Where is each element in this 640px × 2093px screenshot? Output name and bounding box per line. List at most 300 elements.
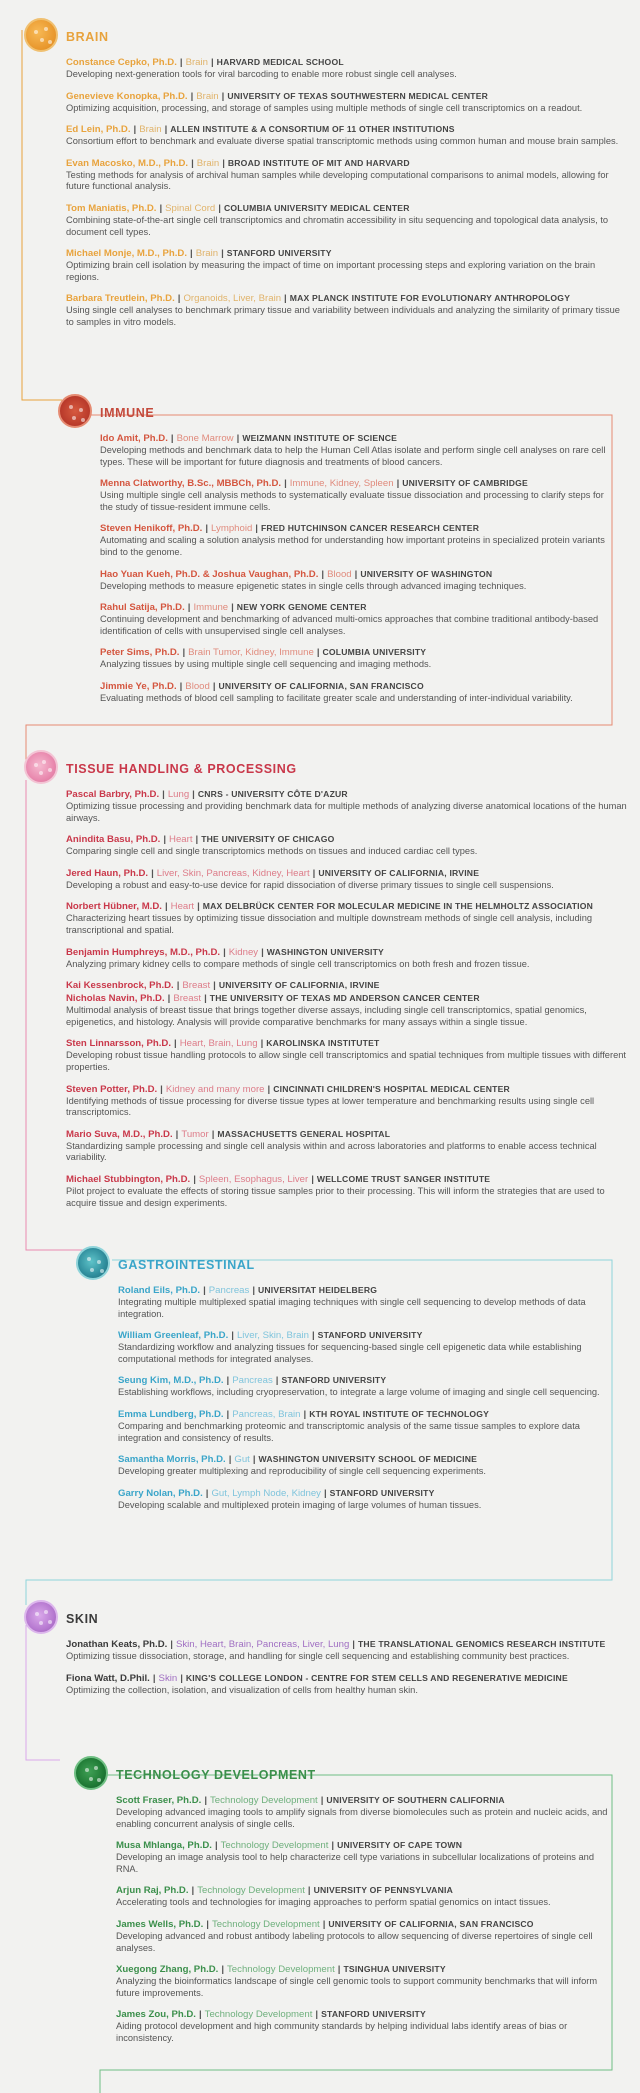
project-description: Analyzing the bioinformatics landscape of single cell genomic tools to support community benchmarks that will inform future improvements. [116,1976,598,1998]
grantee-name: Steven Potter, Ph.D. [66,1083,158,1095]
divider: | [174,1038,177,1050]
project-description: Comparing single cell and single transcriptomics methods on tissues and induced cardiac cell types. [66,846,478,857]
grantee-entry [116,1794,608,1830]
divider: | [236,433,240,444]
divider: | [151,867,154,879]
divider: | [312,867,316,879]
project-description: Testing methods for analysis of archival human samples while developing computational comparisons to animal models, allowing for future functional analysis. [66,169,609,192]
project-description: Developing advanced imaging tools to amplify signals from diverse biomolecules such as protein and nucleic acids, and enabling concurrent analysis of single cells. [116,1807,608,1829]
divider: | [212,680,216,692]
grantee-name: Musa Mhlanga, Ph.D. [116,1840,212,1852]
section-header [100,400,610,432]
grantee-name: Nicholas Navin, Ph.D. [66,993,165,1005]
tissue-label: Blood [185,680,210,692]
divider: | [260,1038,264,1050]
divider: | [210,57,214,68]
divider: | [284,293,287,305]
divider: | [163,834,167,846]
tissue-label: Bone Marrow [176,433,234,444]
institution-label: UNIVERSITY OF CAMBRIDGE [402,478,528,489]
entry-heading [116,1839,608,1852]
tissue-label: Pancreas, Brain [232,1408,301,1420]
grantee-name: Constance Cepko, Ph.D. [66,57,177,68]
divider: | [175,1128,179,1140]
project-description: Continuing development and benchmarking of advanced multi-omics approaches that combine traditional antibody-based identification of cells with unsupervised single cell analyses. [100,614,599,636]
skin-cell-icon [24,1600,58,1634]
project-description: Integrating multiple multiplexed spatial imaging techniques with single cell sequencing to develop methods of data integration. [118,1297,586,1319]
institution-label: THE UNIVERSITY OF TEXAS MD ANDERSON CANCER CENTER [209,993,480,1004]
tissue-label: Gut [234,1454,250,1466]
divider: | [205,523,209,535]
entry-heading [116,1884,608,1897]
divider: | [190,248,193,260]
divider: | [164,124,168,136]
project-description: Developing next-generation tools for viral barcoding to enable more robust single cell analyses. [66,69,457,79]
grantee-name: Menna Clatworthy, B.Sc., MBBCh, Ph.D. [100,478,282,490]
entry-heading [118,1408,608,1421]
institution-label: UNIVERSITY OF SOUTHERN CALIFORNIA [326,1795,505,1805]
institution-label: WEIZMANN INSTITUTE OF SCIENCE [242,433,398,443]
divider: | [159,202,163,214]
divider: | [331,1840,335,1852]
grantee-entry [100,601,610,637]
grantee-name: Benjamin Humphreys, M.D., Ph.D. [66,946,221,958]
project-description: Combining state-of-the-art single cell transcriptomics and chromatin accessibility in situ sequencing and topological data analysis, to document cell types. [66,214,609,237]
entry-heading [66,90,626,103]
divider: | [205,1487,209,1499]
divider: | [180,1672,183,1684]
entry-heading [100,646,610,659]
grantee-name: Hao Yuan Kueh, Ph.D. & Joshua Vaughan, Ph.D. [100,568,319,580]
institution-label: UNIVERSITY OF CALIFORNIA, SAN FRANCISCO [328,1918,534,1929]
grantee-entry [66,1173,631,1209]
entry-heading [116,2008,608,2021]
connector-skin [26,1625,60,1760]
entry-heading [66,992,631,1005]
tissue-label: Immune, Kidney, Spleen [289,478,394,490]
entry-heading [66,1638,631,1651]
institution-label: WELLCOME TRUST SANGER INSTITUTE [316,1173,491,1184]
divider: | [187,602,191,614]
entry-heading [66,157,626,170]
tissue-label: Brain [196,157,220,169]
divider: | [320,1795,324,1806]
institution-label: KAROLINSKA INSTITUTET [266,1038,380,1049]
entry-heading [66,867,631,880]
divider: | [193,1173,196,1185]
entry-heading [100,477,610,490]
institution-label: HARVARD MEDICAL SCHOOL [216,57,344,67]
divider: | [214,1840,218,1852]
project-description: Developing an image analysis tool to help characterize cell type variations in subcellular localizations of proteins and RNA. [116,1852,595,1874]
grantee-entry [66,833,631,858]
grantee-name: Tom Maniatis, Ph.D. [66,202,157,214]
entry-heading [66,1173,631,1186]
institution-label: UNIVERSITY OF CAPE TOWN [337,1840,463,1851]
section-immune [100,400,610,714]
tissue-label: Technology Development [210,1795,318,1806]
section-title: IMMUNE [100,406,155,420]
entry-heading [100,522,610,535]
institution-label: CNRS - UNIVERSITY CÔTE D'AZUR [197,789,348,799]
grantee-entry [118,1284,608,1320]
project-description: Standardizing workflow and analyzing tissues for sequencing-based single cell epigenetic data while establishing computational methods for integrated analyses. [118,1342,582,1364]
grantee-name: Genevieve Konopka, Ph.D. [66,90,188,102]
institution-label: STANFORD UNIVERSITY [281,1375,387,1386]
divider: | [191,1885,195,1897]
project-description: Developing advanced and robust antibody labeling protocols to allow sequencing of diverse repertoires of single cell analyses. [116,1930,593,1953]
entry-list [100,432,610,705]
entry-heading [118,1329,608,1342]
divider: | [179,680,183,692]
grantee-entry [66,946,631,971]
tissue-cell-icon [24,750,58,784]
tissue-label: Technology Development [227,1964,335,1976]
divider: | [206,1918,209,1930]
tissue-label: Blood [327,568,352,580]
project-description: Comparing and benchmarking proteomic and transcriptomic analysis of the same tissue samples to explore data integration and consistency of results. [118,1420,580,1443]
divider: | [275,1375,279,1387]
project-description: Developing a robust and easy-to-use device for rapid dissociation of diverse primary tissues to single cell suspensions. [66,879,554,890]
grantee-entry [118,1408,608,1444]
project-description: Using multiple single cell analysis methods to systematically evaluate tissue dissociation and processing to clarify steps for the study of tissue-resident immune cells. [100,490,604,512]
institution-label: COLUMBIA UNIVERSITY MEDICAL CENTER [223,202,410,213]
grantee-name: Pascal Barbry, Ph.D. [66,789,160,800]
entry-heading [66,1128,631,1141]
tissue-label: Heart [170,901,195,913]
grantee-name: Samantha Morris, Ph.D. [118,1454,226,1466]
divider: | [133,124,137,136]
grantee-name: Anindita Basu, Ph.D. [66,834,161,846]
grantee-entry [66,1672,631,1697]
tissue-label: Breast [182,980,211,992]
grantee-name: Evan Macosko, M.D., Ph.D. [66,157,189,169]
divider: | [396,478,400,490]
divider: | [190,90,194,102]
institution-label: ALLEN INSTITUTE & A CONSORTIUM OF 11 OTHER INSTITUTIONS [170,124,455,135]
project-description: Accelerating tools and technologies for imaging approaches to perform spatial genomics on intact tissues. [116,1897,551,1908]
entry-heading [116,1963,608,1976]
grantee-name: Steven Henikoff, Ph.D. [100,523,203,535]
grantee-name: Emma Lundberg, Ph.D. [118,1408,224,1420]
grantee-name: Mario Suva, M.D., Ph.D. [66,1128,173,1140]
technology-cell-icon [74,1756,108,1790]
project-description: Developing robust tissue handling protocols to allow single cell transcriptomics and spatial techniques from multiple tissues with different properties. [66,1050,626,1072]
entry-list [118,1284,608,1511]
entry-heading [100,432,610,445]
grantee-entry [100,568,610,593]
project-description: Analyzing primary kidney cells to compare methods of single cell transcriptomics on both fresh and frozen tissue. [66,958,530,969]
institution-label: WASHINGTON UNIVERSITY [266,946,384,957]
grantee-name: Rahul Satija, Ph.D. [100,602,185,614]
divider: | [322,1918,326,1930]
project-description: Characterizing heart tissues by optimizing tissue dissociation and multiple downstream methods of single cell analysis, including transcriptional and spatial. [66,913,593,935]
tissue-label: Heart, Brain, Lung [179,1038,258,1050]
divider: | [197,901,200,913]
grantee-name: James Zou, Ph.D. [116,2009,196,2021]
entry-heading [66,900,631,913]
project-description: Using single cell analyses to benchmark primary tissue and variability between individuals and analyzing the similarity of primary tissue to samples in vitro models. [66,305,620,327]
divider: | [221,1964,225,1976]
brain-cell-icon [24,18,58,52]
divider: | [152,1672,156,1684]
immune-cell-icon [58,394,92,428]
project-description: Identifying methods of tissue processing for diverse tissue types at lower temperature and benchmarking results using single cell transcriptomics. [66,1095,595,1118]
grantee-entry [116,1918,608,1954]
tissue-label: Skin, Heart, Brain, Pancreas, Liver, Lung [175,1639,350,1650]
section-title: SKIN [66,1612,99,1626]
grantee-name: Seung Kim, M.D., Ph.D. [118,1375,224,1387]
grantee-entry [66,292,626,328]
divider: | [354,568,358,580]
institution-label: KING'S COLLEGE LONDON - CENTRE FOR STEM CELLS AND REGENERATIVE MEDICINE [185,1672,568,1683]
tissue-label: Brain [196,90,219,102]
divider: | [182,647,186,659]
grantee-name: Scott Fraser, Ph.D. [116,1795,202,1806]
entry-heading [118,1453,608,1466]
institution-label: TSINGHUA UNIVERSITY [343,1964,446,1975]
institution-label: THE TRANSLATIONAL GENOMICS RESEARCH INSTITUTE [357,1639,606,1649]
grantee-entry [116,1884,608,1909]
entry-heading [116,1918,608,1931]
grantee-name: Peter Sims, Ph.D. [100,647,180,659]
grantee-entry [100,680,610,705]
divider: | [179,57,183,68]
grantee-entry [100,477,610,513]
tissue-label: Gut, Lymph Node, Kidney [211,1487,321,1499]
grantee-entry [66,867,631,892]
tissue-label: Tumor [181,1128,209,1140]
entry-heading [100,568,610,581]
entry-heading [118,1374,608,1387]
grantee-name: William Greenleaf, Ph.D. [118,1330,229,1342]
entry-heading [66,202,626,215]
divider: | [204,1795,207,1806]
grantee-entry [66,202,626,238]
section-gastrointestinal [118,1252,608,1520]
tissue-label: Technology Development [197,1885,305,1897]
institution-label: BROAD INSTITUTE OF MIT AND HARVARD [227,157,410,168]
grantee-entry [116,1963,608,1999]
entry-heading [100,680,610,693]
grantee-name: Fiona Watt, D.Phil. [66,1672,150,1684]
divider: | [198,2009,202,2021]
grantee-name: Barbara Treutlein, Ph.D. [66,293,175,305]
grantee-name: James Wells, Ph.D. [116,1918,204,1930]
divider: | [228,1454,232,1466]
divider: | [321,568,325,580]
grantee-name: Kai Kessenbrock, Ph.D. [66,980,174,992]
institution-label: MAX PLANCK INSTITUTE FOR EVOLUTIONARY ANTHROPOLOGY [289,293,571,304]
project-description: Developing methods and benchmark data to help the Human Cell Atlas isolate and perform single cell analyses on rare cell types. These will be important for future diagnosis and treatments of blood cancers. [100,445,606,467]
divider: | [255,523,258,535]
divider: | [231,602,234,614]
divider: | [316,647,320,659]
divider: | [160,1083,163,1095]
gi-cell-icon [76,1246,110,1280]
entry-heading [66,1083,631,1096]
entry-heading [118,1284,608,1297]
tissue-label: Kidney and many more [165,1083,265,1095]
institution-label: UNIVERSITY OF WASHINGTON [360,568,493,579]
divider: | [204,993,207,1005]
divider: | [337,1964,341,1976]
divider: | [213,980,216,992]
divider: | [222,157,225,169]
institution-label: MASSACHUSETTS GENERAL HOSPITAL [217,1128,391,1139]
tissue-label: Technology Development [204,2009,313,2021]
project-description: Automating and scaling a solution analysis method for understanding how important proteins in specialized protein variants bind to the genome. [100,535,605,557]
grantee-name: Arjun Raj, Ph.D. [116,1885,189,1897]
grantee-entry [66,157,626,193]
section-header [66,756,631,788]
section-title: TISSUE HANDLING & PROCESSING [66,762,297,776]
entry-list [66,788,631,1209]
project-description: Pilot project to evaluate the effects of storing tissue samples prior to their processing. This will inform the strategies that are used to acquire tissue and design experiments. [66,1185,605,1208]
divider: | [191,157,194,169]
project-description: Standardizing sample processing and single cell analysis within and across laboratories and platforms to enable access technical variability. [66,1140,597,1163]
divider: | [226,1408,230,1420]
divider: | [170,1639,173,1650]
entry-list [66,1638,631,1696]
divider: | [221,90,225,102]
grantee-name: Xuegong Zhang, Ph.D. [116,1964,219,1976]
entry-heading [66,833,631,846]
grantee-entry [66,900,631,936]
project-description: Aiding protocol development and high community standards by helping individual labs identify areas of bias or inconsistency. [116,2021,568,2043]
project-description: Optimizing tissue processing and providing benchmark data for multiple methods of analyzing diverse anatomical locations of the human airways. [66,801,627,823]
divider: | [162,789,165,800]
institution-label: UNIVERSITY OF CALIFORNIA, IRVINE [218,980,380,991]
divider: | [284,478,287,490]
grantee-entry [66,90,626,115]
divider: | [261,946,264,958]
divider: | [267,1083,271,1095]
section-tissue-handling [66,756,631,1218]
entry-heading [66,1672,631,1685]
institution-label: COLUMBIA UNIVERSITY [322,647,427,658]
divider: | [315,2009,319,2021]
grantee-name: Norbert Hübner, M.D. [66,901,162,913]
divider: | [231,1330,234,1342]
grantee-entry [100,432,610,468]
project-description: Optimizing acquisition, processing, and storage of samples using multiple methods of single cell transcriptomics on a readout. [66,102,583,113]
institution-label: STANFORD UNIVERSITY [317,1330,423,1341]
entry-heading [66,123,626,136]
grantee-entry [66,1128,631,1164]
entry-heading [66,946,631,959]
tissue-label: Pancreas [208,1285,250,1296]
grantee-name: Michael Monje, M.D., Ph.D. [66,248,187,260]
tissue-label: Brain [185,57,208,68]
tissue-label: Immune [193,602,229,614]
tissue-label: Breast [173,993,202,1005]
entry-heading [118,1487,608,1500]
entry-list [66,56,626,329]
section-header [118,1252,608,1284]
grantee-entry [100,522,610,558]
grantee-entry [66,1037,631,1073]
institution-label: UNIVERSITY OF PENNSYLVANIA [313,1885,453,1896]
grantee-name: Jonathan Keats, Ph.D. [66,1639,168,1650]
section-title: BRAIN [66,30,109,44]
grantee-name: Sten Linnarsson, Ph.D. [66,1038,172,1050]
divider: | [170,433,174,444]
grantee-name: Jered Haun, Ph.D. [66,867,149,879]
section-header [66,24,626,56]
entry-heading [116,1794,608,1807]
tissue-label: Brain [139,124,162,136]
divider: | [177,293,181,305]
institution-label: NEW YORK GENOME CENTER [236,602,367,613]
divider: | [203,1285,206,1296]
tissue-label: Liver, Skin, Brain [236,1330,309,1342]
institution-label: MAX DELBRÜCK CENTER FOR MOLECULAR MEDICINE IN THE HELMHOLTZ ASSOCIATION [202,901,594,912]
grantee-entry [100,646,610,671]
grantee-name: Roland Eils, Ph.D. [118,1285,201,1296]
section-header [116,1762,608,1794]
tissue-label: Spleen, Esophagus, Liver [198,1173,309,1185]
tissue-label: Heart [169,834,193,846]
section-skin [66,1606,631,1705]
project-description: Developing methods to measure epigenetic states in single cells through advanced imaging techniques. [100,580,527,591]
entry-heading [66,56,626,69]
connector-brain [22,30,62,400]
project-description: Optimizing brain cell isolation by measuring the impact of time on important processing steps and exploring variation on the brain regions. [66,260,596,282]
project-description: Evaluating methods of blood cell sampling to facilitate greater scale and understanding of inter-individual variability. [100,692,573,703]
grantee-entry [118,1487,608,1512]
tissue-label: Technology Development [211,1918,320,1930]
tissue-label: Brain [195,248,219,260]
divider: | [311,1173,314,1185]
divider: | [303,1408,307,1420]
tissue-label: Lymphoid [211,523,253,535]
divider: | [218,202,221,214]
grantee-name: Ed Lein, Ph.D. [66,124,131,136]
tissue-label: Lung [167,789,190,800]
project-description: Optimizing the collection, isolation, and visualization of cells from healthy human skin. [66,1684,418,1695]
tissue-label: Skin [158,1672,178,1684]
entry-heading [66,979,631,992]
divider: | [176,980,180,992]
institution-label: THE UNIVERSITY OF CHICAGO [201,834,335,845]
tissue-label: Spinal Cord [165,202,216,214]
grantee-entry [66,123,626,148]
institution-label: UNIVERSITAT HEIDELBERG [258,1285,378,1295]
institution-label: UNIVERSITY OF CALIFORNIA, SAN FRANCISCO [218,680,424,691]
divider: | [211,1128,215,1140]
grantee-entry [66,788,631,824]
project-description: Establishing workflows, including cryopreservation, to integrate a large volume of imaging and single cell sequencing. [118,1387,600,1398]
institution-label: CINCINNATI CHILDREN'S HOSPITAL MEDICAL CENTER [273,1083,510,1094]
grantee-name: Garry Nolan, Ph.D. [118,1487,203,1499]
institution-label: FRED HUTCHINSON CANCER RESEARCH CENTER [260,523,480,534]
grantee-entry [66,1638,631,1663]
tissue-label: Technology Development [220,1840,329,1852]
divider: | [223,946,226,958]
divider: | [323,1487,327,1499]
tissue-label: Kidney [228,946,259,958]
tissue-label: Pancreas [232,1375,273,1387]
project-description: Developing greater multiplexing and reproducibility of single cell sequencing experiments. [118,1466,486,1477]
divider: | [192,789,195,800]
section-title: TECHNOLOGY DEVELOPMENT [116,1768,316,1782]
entry-heading [66,1037,631,1050]
institution-label: UNIVERSITY OF TEXAS SOUTHWESTERN MEDICAL CENTER [227,90,489,101]
grantee-entry [118,1374,608,1399]
section-title: GASTROINTESTINAL [118,1258,255,1272]
section-technology-development [116,1762,608,2054]
